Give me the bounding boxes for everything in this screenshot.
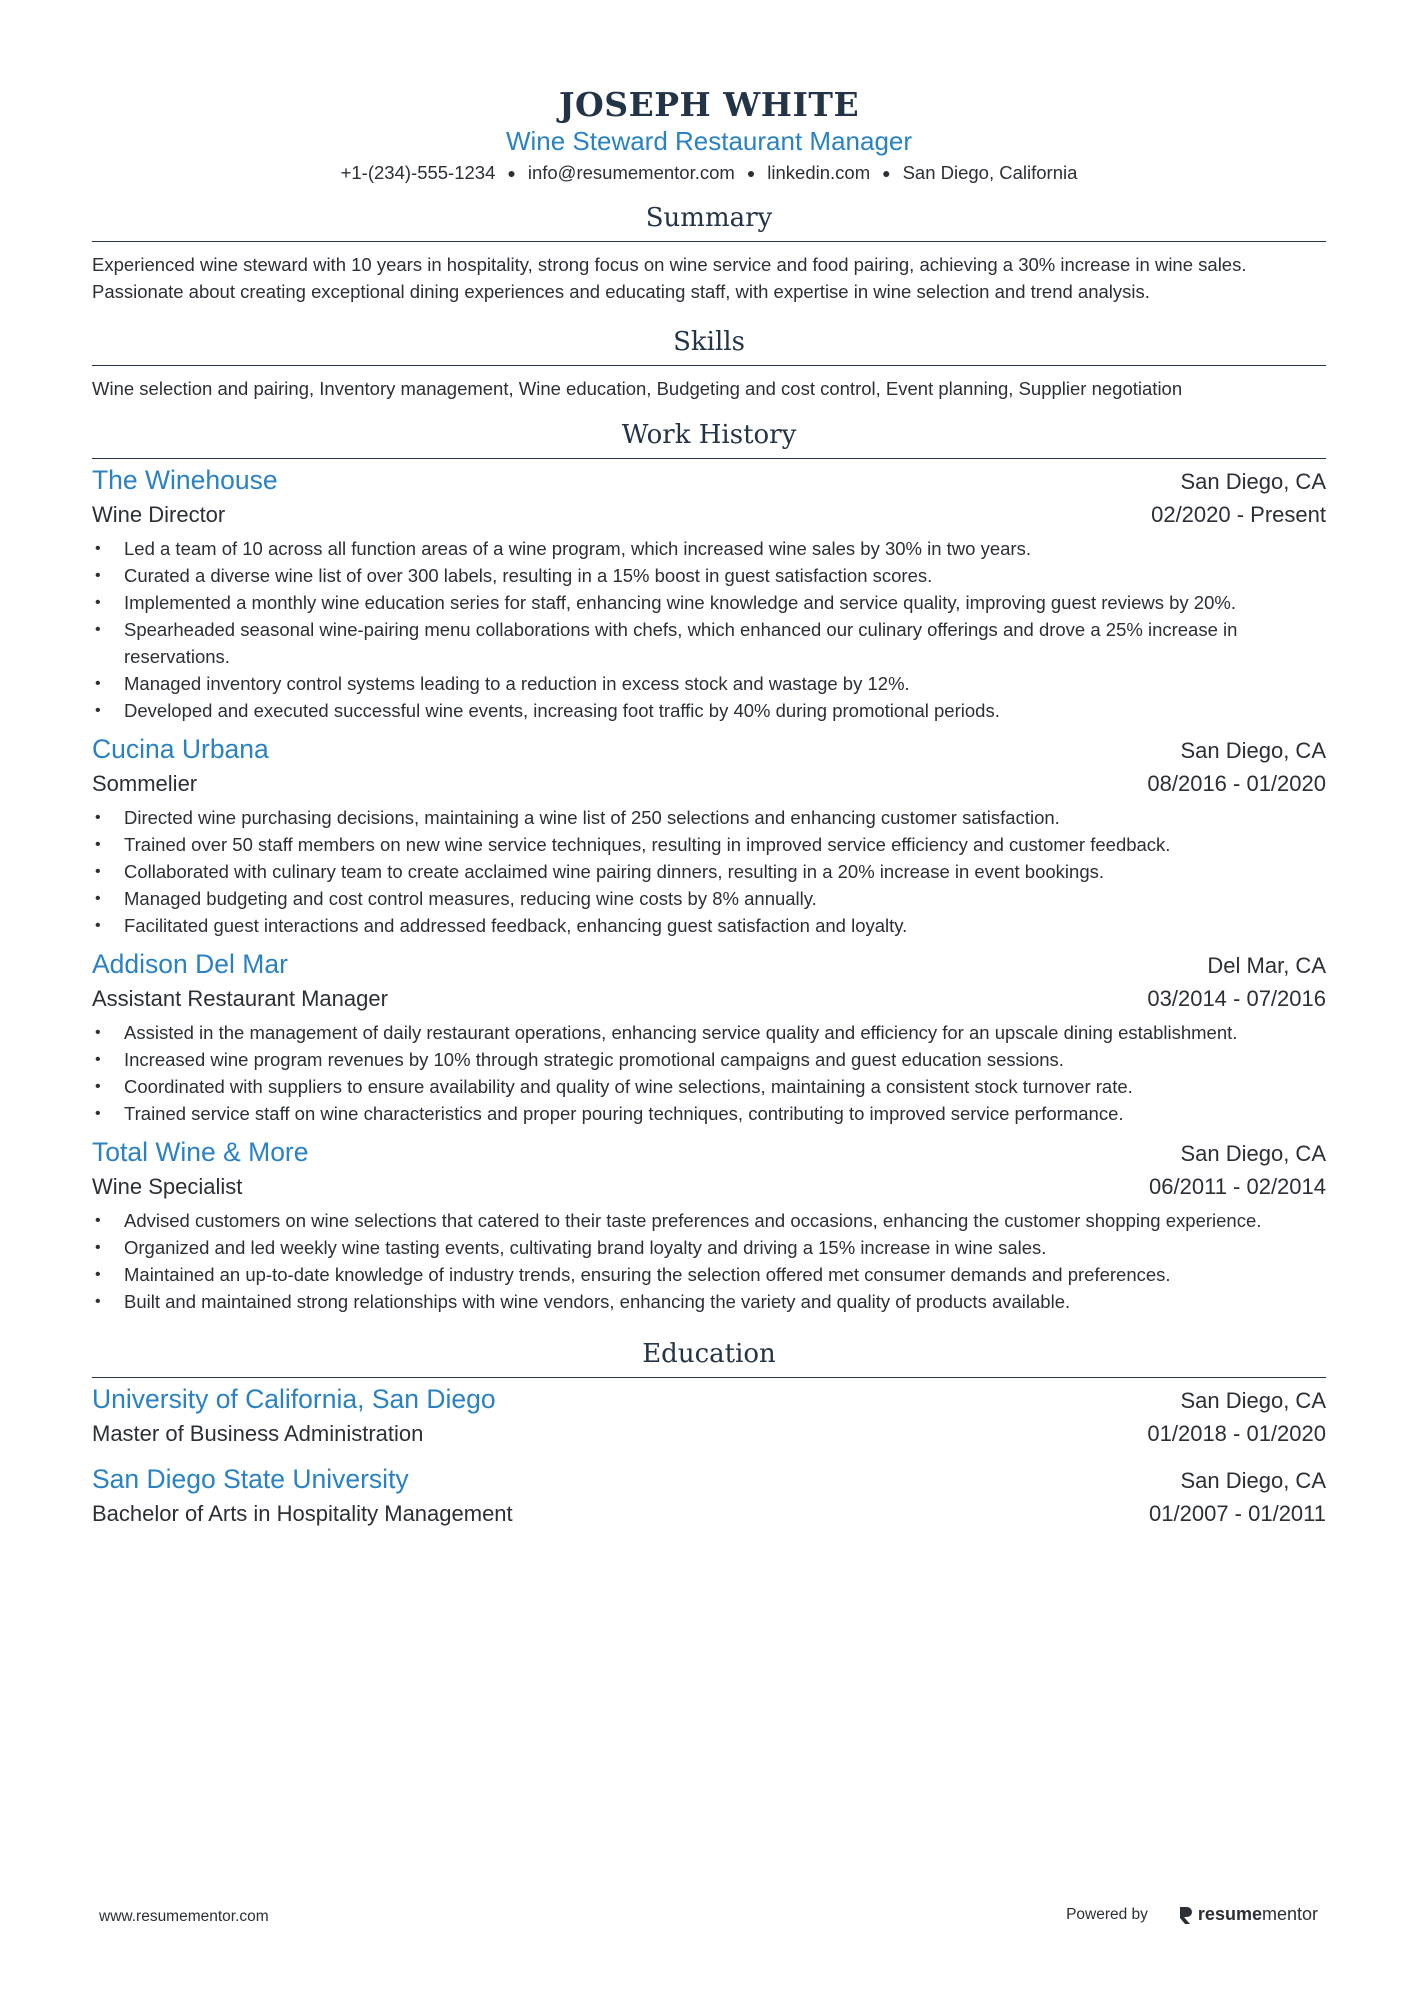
list-item: • Maintained an up-to-date knowledge of industry trends, ensuring the selection offered met consumer demands and preferences. (92, 1261, 1326, 1288)
job-company: The Winehouse (92, 465, 278, 495)
degree: Bachelor of Arts in Hospitality Management (92, 1501, 513, 1526)
job-title: Sommelier (92, 771, 198, 796)
skills-section (92, 325, 1326, 402)
section-title-education: Education (92, 1337, 1326, 1378)
job-location: San Diego, CA (1180, 1141, 1326, 1166)
job-entry (92, 732, 1326, 939)
resumementor-logo[interactable] (1178, 1904, 1318, 1925)
list-item: • Trained service staff on wine characteristics and proper pouring techniques, contributing to improved service performance. (92, 1100, 1326, 1127)
job-dates: 02/2020 - Present (1151, 502, 1326, 527)
education-dates: 01/2007 - 01/2011 (1149, 1501, 1326, 1526)
job-title: Wine Specialist (92, 1174, 243, 1199)
list-item: • Assisted in the management of daily restaurant operations, enhancing service quality and efficiency for an upscale dining establishment. (92, 1019, 1326, 1046)
education-section (92, 1337, 1326, 1530)
work-section (92, 418, 1326, 1315)
job-company: Cucina Urbana (92, 734, 269, 764)
section-title-work: Work History (92, 418, 1326, 459)
list-item: • Trained over 50 staff members on new wine service techniques, resulting in improved service efficiency and customer feedback. (92, 831, 1326, 858)
job-entry (92, 463, 1326, 724)
job-entry (92, 1135, 1326, 1315)
job-dates: 08/2016 - 01/2020 (1147, 771, 1326, 796)
job-location: San Diego, CA (1180, 469, 1326, 494)
section-title-summary: Summary (92, 201, 1326, 242)
footer-brand (1066, 1904, 1318, 1925)
job-location: Del Mar, CA (1207, 953, 1326, 978)
school-location: San Diego, CA (1180, 1468, 1326, 1493)
candidate-name: JOSEPH WHITE (558, 85, 860, 124)
list-item: • Increased wine program revenues by 10% through strategic promotional campaigns and guest education sessions. (92, 1046, 1326, 1073)
school-name: University of California, San Diego (92, 1384, 496, 1414)
list-item: • Advised customers on wine selections that catered to their taste preferences and occasions, enhancing the customer shopping experience. (92, 1207, 1326, 1234)
degree: Master of Business Administration (92, 1421, 424, 1446)
bullet-separator: ● (507, 165, 516, 181)
brand-bold-text: resume (1197, 1904, 1262, 1924)
school-location: San Diego, CA (1180, 1388, 1326, 1413)
job-bullets (92, 1207, 1326, 1315)
list-item: • Curated a diverse wine list of over 300 labels, resulting in a 15% boost in guest satisfaction scores. (92, 562, 1326, 589)
resume-page (92, 0, 1326, 1530)
skills-text: Wine selection and pairing, Inventory management, Wine education, Budgeting and cost control, Event planning, Supplier negotiation (92, 378, 1183, 399)
school-name: San Diego State University (92, 1464, 409, 1494)
resume-header (92, 85, 1326, 187)
education-entry (92, 1382, 1326, 1450)
powered-by-label: Powered by (1066, 1905, 1148, 1923)
education-dates: 01/2018 - 01/2020 (1147, 1421, 1326, 1446)
list-item: • Implemented a monthly wine education series for staff, enhancing wine knowledge and service quality, improving guest reviews by 20%. (92, 589, 1326, 616)
contact-email[interactable]: info@resumementor.com (527, 162, 735, 183)
list-item: • Collaborated with culinary team to create acclaimed wine pairing dinners, resulting in a 20% increase in event bookings. (92, 858, 1326, 885)
candidate-role: Wine Steward Restaurant Manager (505, 126, 913, 156)
job-bullets (92, 804, 1326, 939)
list-item: • Managed budgeting and cost control measures, reducing wine costs by 8% annually. (92, 885, 1326, 912)
section-title-skills: Skills (92, 325, 1326, 366)
bullet-separator: ● (746, 165, 756, 181)
education-entry (92, 1462, 1326, 1530)
list-item: • Spearheaded seasonal wine-pairing menu collaborations with chefs, which enhanced our culinary offerings and drove a 25% increase in reservations. (92, 616, 1326, 670)
footer-website[interactable]: www.resumementor.com (99, 1908, 269, 1925)
job-title: Assistant Restaurant Manager (92, 986, 388, 1011)
summary-text: Experienced wine steward with 10 years in hospitality, strong focus on wine service and food pairing, achieving a 30% increase in wine sales. Passionate about creating exceptional dining experiences and educating staff, with expertise in wine selection and trend analysis. (92, 254, 1247, 302)
list-item: • Directed wine purchasing decisions, maintaining a wine list of 250 selections and enhancing customer satisfaction. (92, 804, 1326, 831)
list-item: • Coordinated with suppliers to ensure availability and quality of wine selections, maintaining a consistent stock turnover rate. (92, 1073, 1326, 1100)
brand-rest-text: mentor (1261, 1904, 1318, 1924)
job-company: Total Wine & More (92, 1137, 309, 1167)
list-item: • Developed and executed successful wine events, increasing foot traffic by 40% during promotional periods. (92, 697, 1326, 724)
summary-section (92, 201, 1326, 305)
contact-phone: +1-(234)-555-1234 (340, 162, 496, 183)
job-dates: 06/2011 - 02/2014 (1149, 1174, 1326, 1199)
job-title: Wine Director (92, 502, 226, 527)
list-item: • Organized and led weekly wine tasting events, cultivating brand loyalty and driving a 15% increase in wine sales. (92, 1234, 1326, 1261)
contact-location: San Diego, California (902, 162, 1078, 183)
job-location: San Diego, CA (1180, 738, 1326, 763)
list-item: • Built and maintained strong relationships with wine vendors, enhancing the variety and quality of products available. (92, 1288, 1326, 1315)
job-bullets (92, 1019, 1326, 1127)
list-item: • Facilitated guest interactions and addressed feedback, enhancing guest satisfaction and loyalty. (92, 912, 1326, 939)
bullet-separator: ● (882, 165, 891, 181)
contact-linkedin[interactable]: linkedin.com (767, 162, 871, 183)
resumementor-logo-icon (1178, 1905, 1194, 1925)
job-bullets (92, 535, 1326, 724)
contact-line (92, 159, 1326, 187)
job-entry (92, 947, 1326, 1127)
list-item: • Managed inventory control systems leading to a reduction in excess stock and wastage by 12%. (92, 670, 1326, 697)
list-item: • Led a team of 10 across all function areas of a wine program, which increased wine sales by 30% in two years. (92, 535, 1326, 562)
job-company: Addison Del Mar (92, 949, 288, 979)
job-dates: 03/2014 - 07/2016 (1147, 986, 1326, 1011)
